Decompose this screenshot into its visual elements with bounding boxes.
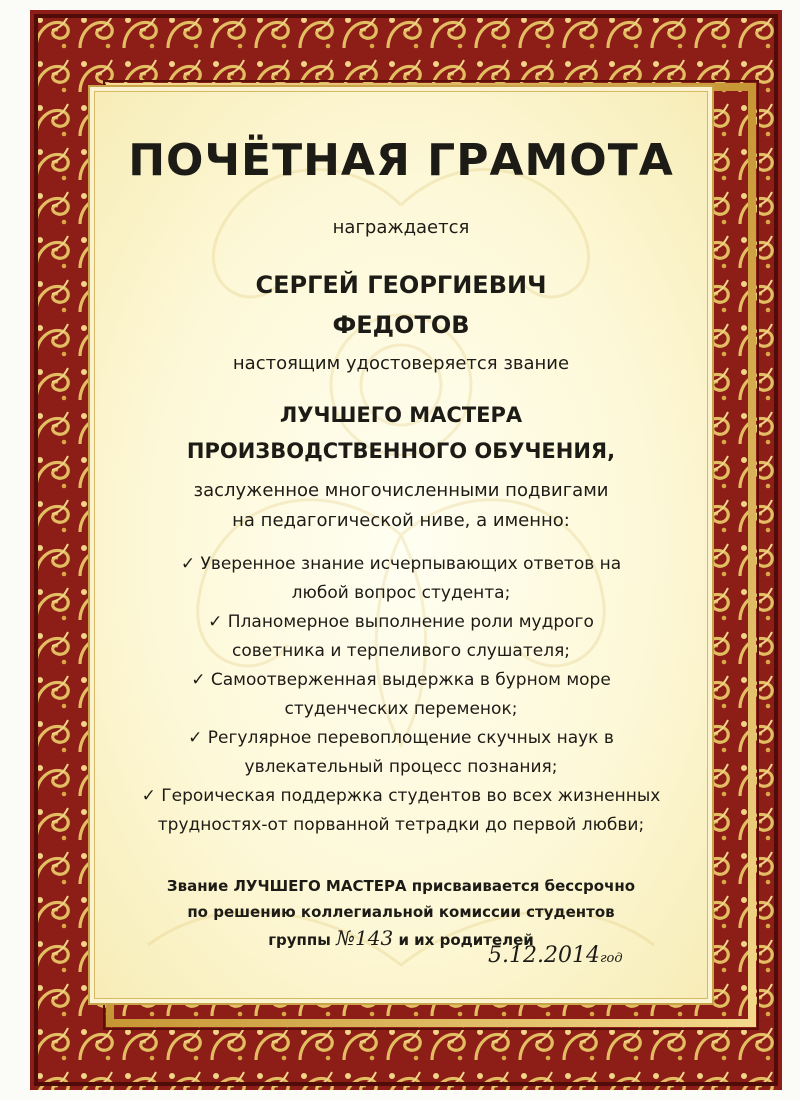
merit-text: увлекательный процесс познания;	[244, 757, 558, 777]
footer-line1: Звание ЛУЧШЕГО МАСТЕРА присваивается бессрочно	[166, 877, 636, 895]
checkmark-icon: ✓	[188, 728, 203, 748]
certificate-content	[88, 85, 714, 1005]
group-prefix: группы	[268, 931, 331, 949]
merit-text: любой вопрос студента;	[291, 583, 511, 603]
merit-text: Уверенное знание исчерпывающих ответов на	[200, 554, 622, 574]
recipient-name-first: СЕРГЕЙ ГЕОРГИЕВИЧ	[255, 271, 547, 299]
date-value: 5.12.2014	[488, 943, 600, 968]
merit-item	[88, 724, 714, 782]
checkmark-icon: ✓	[141, 786, 156, 806]
awarded-text: награждается	[332, 217, 470, 238]
merit-item	[88, 666, 714, 724]
merit-item	[88, 550, 714, 608]
merit-text: советника и терпеливого слушателя;	[231, 641, 571, 661]
rank-title-line2: ПРОИЗВОДСТВЕННОГО ОБУЧЕНИЯ,	[186, 439, 616, 463]
checkmark-icon: ✓	[191, 670, 206, 690]
checkmark-icon: ✓	[180, 554, 196, 574]
merit-text: Регулярное перевоплощение скучных наук в	[207, 728, 614, 748]
merit-text: трудностях-от порванной тетрадки до первой любви;	[157, 815, 645, 835]
group-number: №143	[336, 926, 394, 950]
merits-list	[88, 550, 714, 840]
merit-intro-line1: заслуженное многочисленными подвигами	[193, 480, 609, 501]
merit-text: Самоотверженная выдержка в бурном море	[210, 670, 611, 690]
rank-title-line1: ЛУЧШЕГО МАСТЕРА	[279, 403, 523, 427]
merit-intro-line2: на педагогической ниве, а именно:	[232, 510, 570, 531]
footer-statement	[88, 873, 714, 953]
merit-text: Планомерное выполнение роли мудрого	[227, 612, 594, 632]
date-suffix: год	[599, 951, 623, 966]
recipient-name-last: ФЕДОТОВ	[332, 311, 470, 339]
merit-item	[88, 608, 714, 666]
merit-text: Героическая поддержка студентов во всех жизненных	[161, 786, 661, 806]
group-suffix: и их родителей	[398, 931, 534, 949]
merit-item	[88, 782, 714, 840]
certificate-title: ПОЧЁТНАЯ ГРАМОТА	[128, 135, 674, 186]
checkmark-icon: ✓	[208, 612, 223, 632]
footer-line2: по решению коллегиальной комиссии студентов	[187, 903, 615, 921]
merit-text: студенческих переменок;	[284, 699, 518, 719]
certifies-text: настоящим удостоверяется звание	[232, 353, 570, 374]
issue-date	[488, 943, 623, 968]
